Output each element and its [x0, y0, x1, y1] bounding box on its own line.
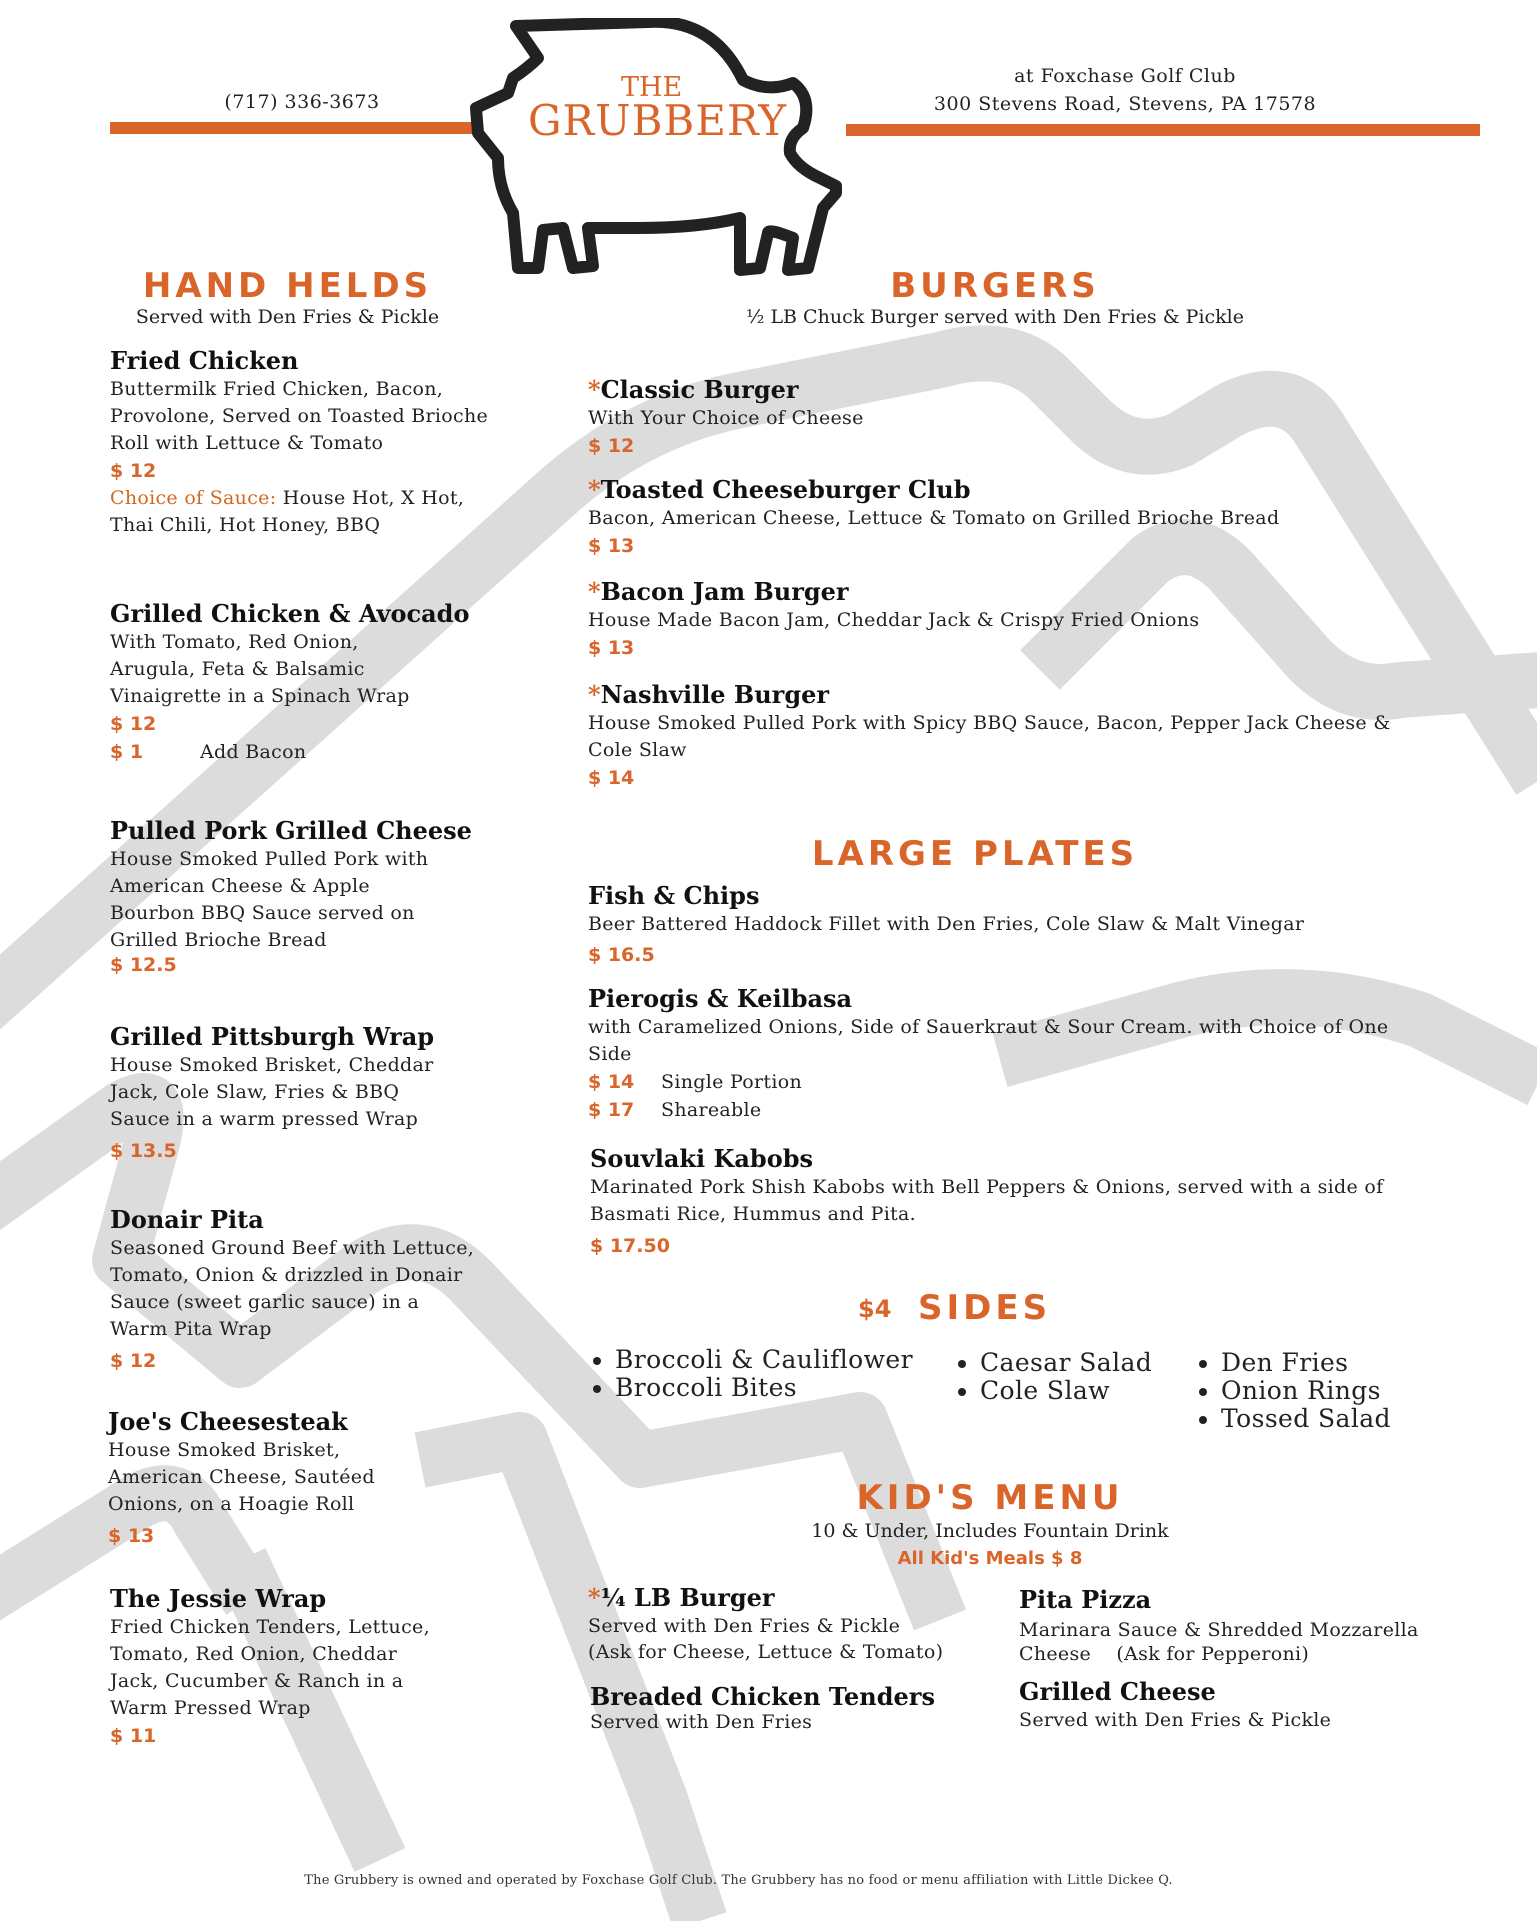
item-price: $ 11: [110, 1725, 157, 1747]
menu-item: [590, 1144, 1400, 1260]
pig-logo-icon: [468, 18, 873, 283]
item-star: *: [588, 577, 601, 606]
item-desc: With Your Choice of Cheese: [588, 407, 864, 429]
addon-price: $ 1: [110, 741, 144, 763]
price-row-shareable: [588, 1096, 1428, 1124]
menu-item: [108, 1407, 408, 1550]
item-name: Fried Chicken: [110, 346, 299, 375]
item-desc-note: (Ask for Cheese, Lettuce & Tomato): [588, 1641, 944, 1663]
kids-price-line: All Kid's Meals $ 8: [897, 1548, 1083, 1569]
item-name-row: [588, 1583, 1008, 1613]
menu-item: [110, 346, 500, 539]
kids-subtitle: 10 & Under, Includes Fountain Drink: [811, 1520, 1169, 1542]
item-price: $ 13: [588, 637, 635, 659]
item-name: ¼ LB Burger: [600, 1583, 775, 1612]
list-item: • Den Fries: [1221, 1349, 1391, 1377]
item-name-row: [588, 577, 1428, 607]
item-price: $ 12.5: [110, 954, 177, 976]
item-name: Pulled Pork Grilled Cheese: [110, 816, 472, 845]
handhelds-subtitle: Served with Den Fries & Pickle: [135, 306, 440, 328]
sauce-options: [110, 485, 500, 539]
price-note: Shareable: [661, 1099, 762, 1121]
header-rule-right: [846, 124, 1480, 136]
item-star: *: [588, 375, 601, 404]
location-line-1: at Foxchase Golf Club: [1014, 65, 1236, 87]
item-name: Joe's Cheesesteak: [108, 1407, 348, 1436]
section-title-large-plates: LARGE PLATES: [811, 834, 1139, 874]
item-desc: Marinated Pork Shish Kabobs with Bell Peppers & Onions, served with a side of Basmati Rice, Hummus and Pita.: [590, 1176, 1384, 1225]
item-name: Donair Pita: [110, 1205, 264, 1234]
menu-item: [590, 1682, 1010, 1732]
menu-item: [588, 375, 1428, 460]
menu-item: [110, 1584, 450, 1750]
item-desc: with Caramelized Onions, Side of Sauerkraut & Sour Cream. with Choice of One Side: [588, 1016, 1389, 1065]
item-name-row: [588, 680, 1428, 710]
item-price: $ 12: [110, 713, 157, 735]
menu-item: [110, 816, 472, 976]
item-star: *: [588, 475, 601, 504]
item-desc: House Smoked Brisket, Cheddar Jack, Cole Slaw, Fries & BBQ Sauce in a warm pressed Wrap: [110, 1054, 434, 1130]
item-star: *: [588, 680, 601, 709]
item-name: Toasted Cheeseburger Club: [600, 475, 971, 504]
item-desc: Buttermilk Fried Chicken, Bacon, Provolone, Served on Toasted Brioche Roll with Lettuce & Tomato: [110, 378, 489, 454]
location-line-2: 300 Stevens Road, Stevens, PA 17578: [933, 93, 1317, 115]
item-star: *: [588, 1583, 601, 1612]
item-name: Pita Pizza: [1019, 1585, 1152, 1614]
item-name: Pierogis & Keilbasa: [588, 984, 853, 1013]
item-name: Grilled Chicken & Avocado: [110, 599, 470, 628]
sides-list-3: [1191, 1349, 1391, 1433]
item-desc: Bacon, American Cheese, Lettuce & Tomato on Grilled Brioche Bread: [588, 507, 1280, 529]
item-price: $ 13: [108, 1525, 155, 1547]
item-desc: Served with Den Fries: [590, 1711, 813, 1733]
sauce-text: House Hot, X Hot, Thai Chili, Hot Honey, BBQ: [110, 487, 465, 536]
item-name: Bacon Jam Burger: [600, 577, 849, 606]
menu-item: [588, 984, 1428, 1124]
item-name: Grilled Pittsburgh Wrap: [110, 1022, 435, 1051]
list-item: • Onion Rings: [1221, 1377, 1391, 1405]
item-desc: Served with Den Fries & Pickle: [588, 1615, 901, 1637]
item-price: $ 13: [588, 535, 635, 557]
list-item: • Tossed Salad: [1221, 1405, 1391, 1433]
item-desc-note: Cheese (Ask for Pepperoni): [1019, 1643, 1310, 1665]
list-item: • Caesar Salad: [980, 1349, 1152, 1377]
item-price: $ 12: [110, 460, 157, 482]
menu-item: [110, 1205, 480, 1375]
item-name-row: [588, 375, 1428, 405]
list-item: • Broccoli & Cauliflower: [615, 1346, 913, 1374]
item-desc: House Smoked Pulled Pork with American Cheese & Apple Bourbon BBQ Sauce served on Grilled Brioche Bread: [110, 848, 429, 951]
item-desc: House Smoked Pulled Pork with Spicy BBQ Sauce, Bacon, Pepper Jack Cheese & Cole Slaw: [588, 712, 1391, 761]
item-name: Souvlaki Kabobs: [590, 1144, 813, 1173]
logo-name: GRUBBERY: [528, 96, 788, 145]
item-name: The Jessie Wrap: [110, 1584, 327, 1613]
phone-number: (717) 336-3673: [224, 91, 380, 113]
section-title-kids: KID'S MENU: [856, 1478, 1124, 1518]
item-desc: With Tomato, Red Onion, Arugula, Feta & Balsamic Vinaigrette in a Spinach Wrap: [110, 631, 410, 707]
price-row-single: [588, 1068, 1428, 1096]
price-note: Single Portion: [661, 1071, 802, 1093]
menu-item: [588, 1583, 1008, 1665]
item-price: $ 14: [588, 767, 635, 789]
menu-item: [588, 881, 1428, 969]
burgers-subtitle: ½ LB Chuck Burger served with Den Fries & Pickle: [745, 306, 1245, 328]
item-desc: House Smoked Brisket, American Cheese, Sautéed Onions, on a Hoagie Roll: [108, 1439, 375, 1515]
list-item: • Broccoli Bites: [615, 1374, 913, 1402]
item-desc: Beer Battered Haddock Fillet with Den Fries, Cole Slaw & Malt Vinegar: [588, 913, 1305, 935]
item-price: $ 17.50: [590, 1235, 670, 1257]
item-desc: House Made Bacon Jam, Cheddar Jack & Crispy Fried Onions: [588, 609, 1200, 631]
item-price: $ 13.5: [110, 1140, 177, 1162]
section-title-burgers: BURGERS: [890, 266, 1100, 306]
item-price: $ 12: [110, 1350, 157, 1372]
item-name-row: [588, 475, 1428, 505]
menu-item: [110, 599, 470, 766]
addon-text: Add Bacon: [200, 741, 307, 763]
section-title-handhelds: HAND HELDS: [142, 266, 433, 306]
item-name: Fish & Chips: [588, 881, 760, 910]
item-price: $ 14: [588, 1071, 635, 1093]
item-desc: Fried Chicken Tenders, Lettuce, Tomato, Red Onion, Cheddar Jack, Cucumber & Ranch in a Warm Pressed Wrap: [110, 1616, 430, 1719]
item-name: Breaded Chicken Tenders: [590, 1682, 935, 1711]
item-price: $ 17: [588, 1099, 635, 1121]
list-item: • Cole Slaw: [980, 1377, 1152, 1405]
item-price: $ 16.5: [588, 944, 655, 966]
item-price: $ 12: [588, 435, 635, 457]
item-name: Nashville Burger: [600, 680, 830, 709]
menu-item: [110, 1022, 450, 1165]
footer-disclaimer: The Grubbery is owned and operated by Foxchase Golf Club. The Grubbery has no food or menu affiliation with Little Dickee Q.: [304, 1873, 1173, 1888]
addon-row: [110, 738, 440, 766]
section-title-sides: SIDES: [918, 1288, 1052, 1328]
item-desc: Served with Den Fries & Pickle: [1019, 1709, 1332, 1731]
item-name: Grilled Cheese: [1019, 1677, 1216, 1706]
item-desc: Marinara Sauce & Shredded Mozzarella: [1019, 1619, 1419, 1641]
menu-item: [588, 577, 1428, 662]
menu-item: [1019, 1677, 1439, 1733]
item-name: Classic Burger: [600, 375, 799, 404]
menu-item: [588, 680, 1428, 792]
sauce-label: Choice of Sauce:: [110, 487, 277, 509]
menu-item: [588, 475, 1428, 560]
header-rule-left: [110, 122, 480, 134]
menu-item: [1019, 1585, 1459, 1665]
sides-price: $4: [858, 1295, 892, 1323]
logo-the: THE: [621, 72, 683, 103]
sides-list-1: [585, 1346, 913, 1402]
sides-list-2: [950, 1349, 1152, 1405]
item-desc: Seasoned Ground Beef with Lettuce, Tomato, Onion & drizzled in Donair Sauce (sweet garlic sauce) in a Warm Pita Wrap: [110, 1237, 475, 1340]
